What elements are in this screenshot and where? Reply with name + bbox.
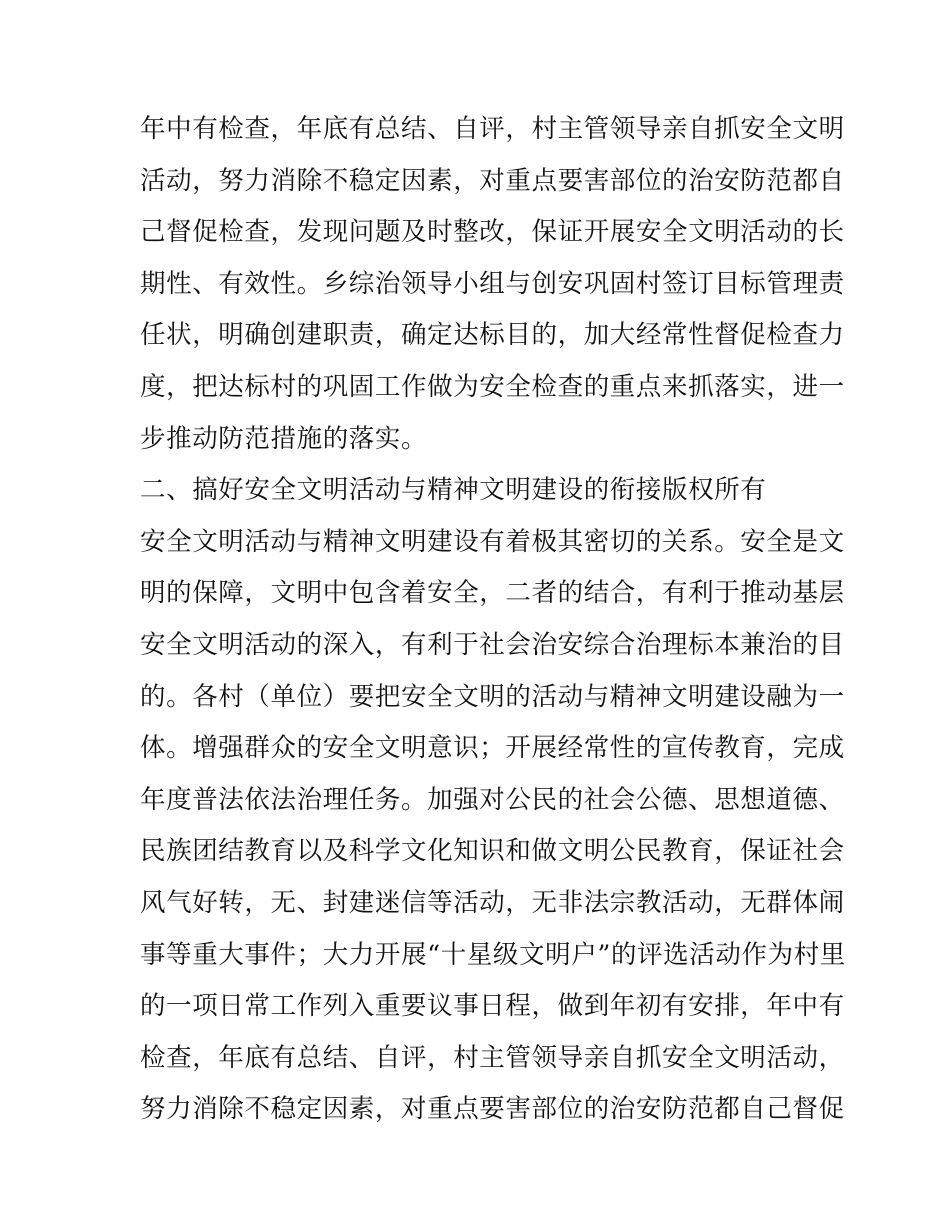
section-heading: 二、搞好安全文明活动与精神文明建设的衔接版权所有 — [140, 475, 767, 506]
text-line: 的一项日常工作列入重要议事日程，做到年初有安排，年中有 — [140, 991, 845, 1022]
text-line: 体。增强群众的安全文明意识；开展经常性的宣传教育，完成 — [140, 733, 845, 764]
document-body — [140, 104, 846, 1136]
text-line: 努力消除不稳定因素，对重点要害部位的治安防范都自己督促 — [140, 1094, 845, 1125]
text-line: 己督促检查，发现问题及时整改，保证开展安全文明活动的长 — [140, 217, 845, 248]
text-line: 明的保障，文明中包含着安全，二者的结合，有利于推动基层 — [140, 578, 845, 609]
text-line: 的。各村（单位）要把安全文明的活动与精神文明建设融为一 — [140, 681, 845, 712]
text-line: 事等重大事件；大力开展“十星级文明户”的评选活动作为村里 — [140, 939, 846, 970]
text-line: 步推动防范措施的落实。 — [140, 423, 428, 454]
text-line: 活动，努力消除不稳定因素，对重点要害部位的治安防范都自 — [140, 165, 845, 196]
text-line: 年度普法依法治理任务。加强对公民的社会公德、思想道德、 — [140, 784, 845, 815]
text-line: 民族团结教育以及科学文化知识和做文明公民教育，保证社会 — [140, 836, 845, 867]
text-line: 安全文明活动与精神文明建设有着极其密切的关系。安全是文 — [140, 526, 845, 557]
text-line: 安全文明活动的深入，有利于社会治安综合治理标本兼治的目 — [140, 629, 845, 660]
text-line: 期性、有效性。乡综治领导小组与创安巩固村签订目标管理责 — [140, 268, 845, 299]
text-line: 风气好转，无、封建迷信等活动，无非法宗教活动，无群体闹 — [140, 887, 845, 918]
text-line: 检查，年底有总结、自评，村主管领导亲自抓安全文明活动， — [140, 1042, 845, 1073]
text-line: 年中有检查，年底有总结、自评，村主管领导亲自抓安全文明 — [140, 114, 845, 144]
text-line: 度，把达标村的巩固工作做为安全检查的重点来抓落实，进一 — [140, 371, 845, 402]
text-line: 任状，明确创建职责，确定达标目的，加大经常性督促检查力 — [140, 320, 845, 351]
